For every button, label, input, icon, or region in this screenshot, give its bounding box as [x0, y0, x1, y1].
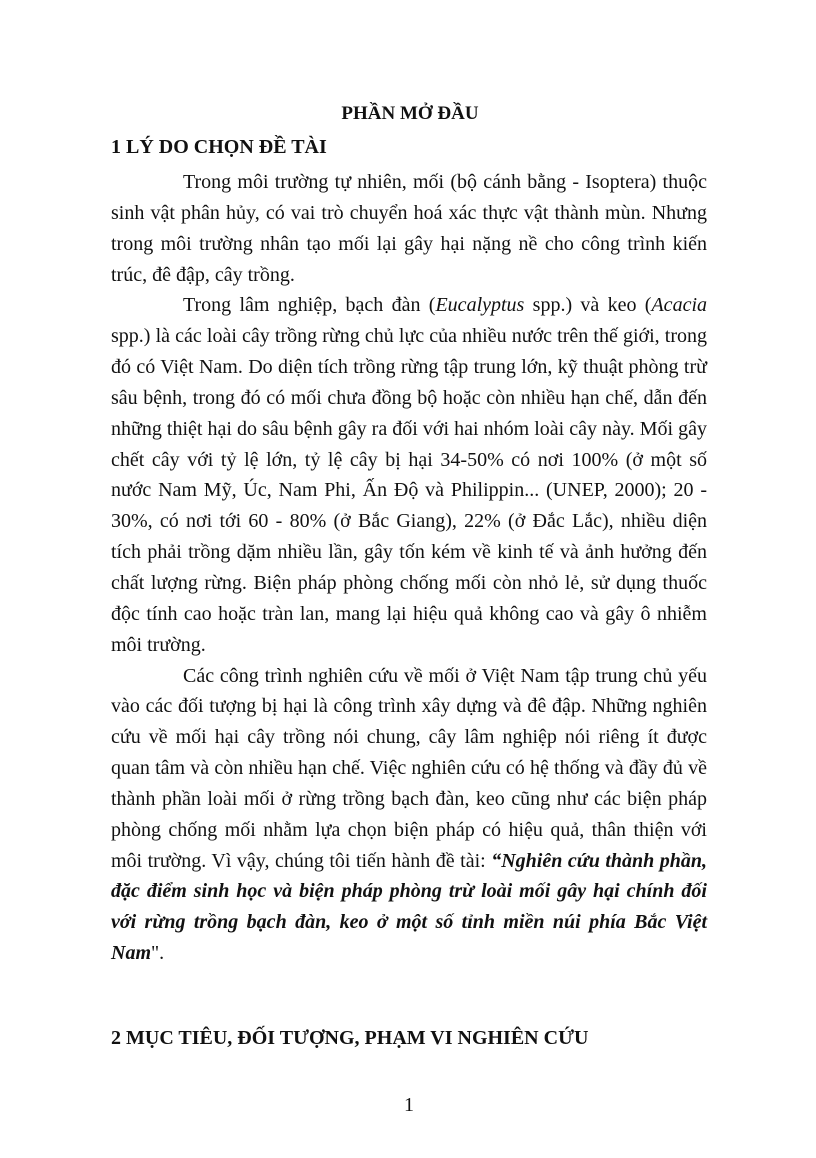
paragraph-3-text-a: Các công trình nghiên cứu về mối ở Việt Nam tập trung chủ yếu vào các đối tượng bị hại là công trình xây dựng và đê đập. Những nghiên cứu về mối hại cây trồng nói chung, cây lâm nghiệp nói riêng ít được quan tâm và còn nhiều hạn chế. Việc nghiên cứu có hệ thống và đầy đủ về thành phần loài mối ở rừng trồng bạch đàn, keo cũng như các biện pháp phòng chống mối nhằm lựa chọn biện pháp có hiệu quả, thân thiện với môi trường. Vì vậy, chúng tôi tiến hành đề tài:: [111, 664, 707, 872]
paragraph-2-text-c: spp.) là các loài cây trồng rừng chủ lực của nhiều nước trên thế giới, trong đó có Việt Nam. Do diện tích trồng rừng tập trung lớn, kỹ thuật phòng trừ sâu bệnh, trong đó có mối chưa đồng bộ hoặc còn nhiều hạn chế, dẫn đến những thiệt hại do sâu bệnh gây ra đối với hai nhóm loài cây này. Mối gây chết cây với tỷ lệ lớn, tỷ lệ cây bị hại 34-50% có nơi 100% (ở một số nước Nam Mỹ, Úc, Nam Phi, Ấn Độ và Philippin... (UNEP, 2000); 20 - 30%, có nơi tới 60 - 80% (ở Bắc Giang), 22% (ở Đắc Lắc), nhiều diện tích phải trồng dặm nhiều lần, gây tốn kém về kinh tế và ảnh hưởng đến chất lượng rừng. Biện pháp phòng chống mối còn nhỏ lẻ, sử dụng thuốc độc tính cao hoặc tràn lan, mang lại hiệu quả không cao và gây ô nhiễm môi trường.: [111, 325, 707, 656]
paragraph-1-text: Trong môi trường tự nhiên, mối (bộ cánh bằng - Isoptera) thuộc sinh vật phân hủy, có vai trò chuyển hoá xác thực vật thành mùn. Nhưng trong môi trường nhân tạo mối lại gây hại nặng nề cho công trình kiến trúc, đê đập, cây trồng.: [111, 171, 707, 286]
section-heading-objectives: 2 MỤC TIÊU, ĐỐI TƯỢNG, PHẠM VI NGHIÊN CỨU: [111, 1027, 589, 1049]
document-title: PHẦN MỞ ĐẦU: [341, 103, 479, 124]
acacia-genus: Acacia: [651, 294, 707, 317]
paragraph-3-text-b: ".: [151, 942, 165, 965]
eucalyptus-genus: Eucalyptus: [435, 294, 525, 317]
research-topic-title: “Nghiên cứu thành phần, đặc điểm sinh học và biện pháp phòng trừ loài mối gây hại chính đối với rừng trồng bạch đàn, keo ở một số tỉnh miền núi phía Bắc Việt Nam: [111, 849, 708, 965]
paragraph-2: [111, 290, 707, 660]
section-heading-reason: 1 LÝ DO CHỌN ĐỀ TÀI: [111, 136, 327, 158]
paragraph-2-text-b: spp.) và keo (: [524, 294, 652, 317]
page-number: 1: [404, 1094, 414, 1116]
paragraph-2-text-a: Trong lâm nghiệp, bạch đàn (: [183, 294, 436, 317]
body-text: [111, 167, 707, 969]
paragraph-1: [111, 167, 707, 290]
paragraph-3: [111, 661, 707, 969]
